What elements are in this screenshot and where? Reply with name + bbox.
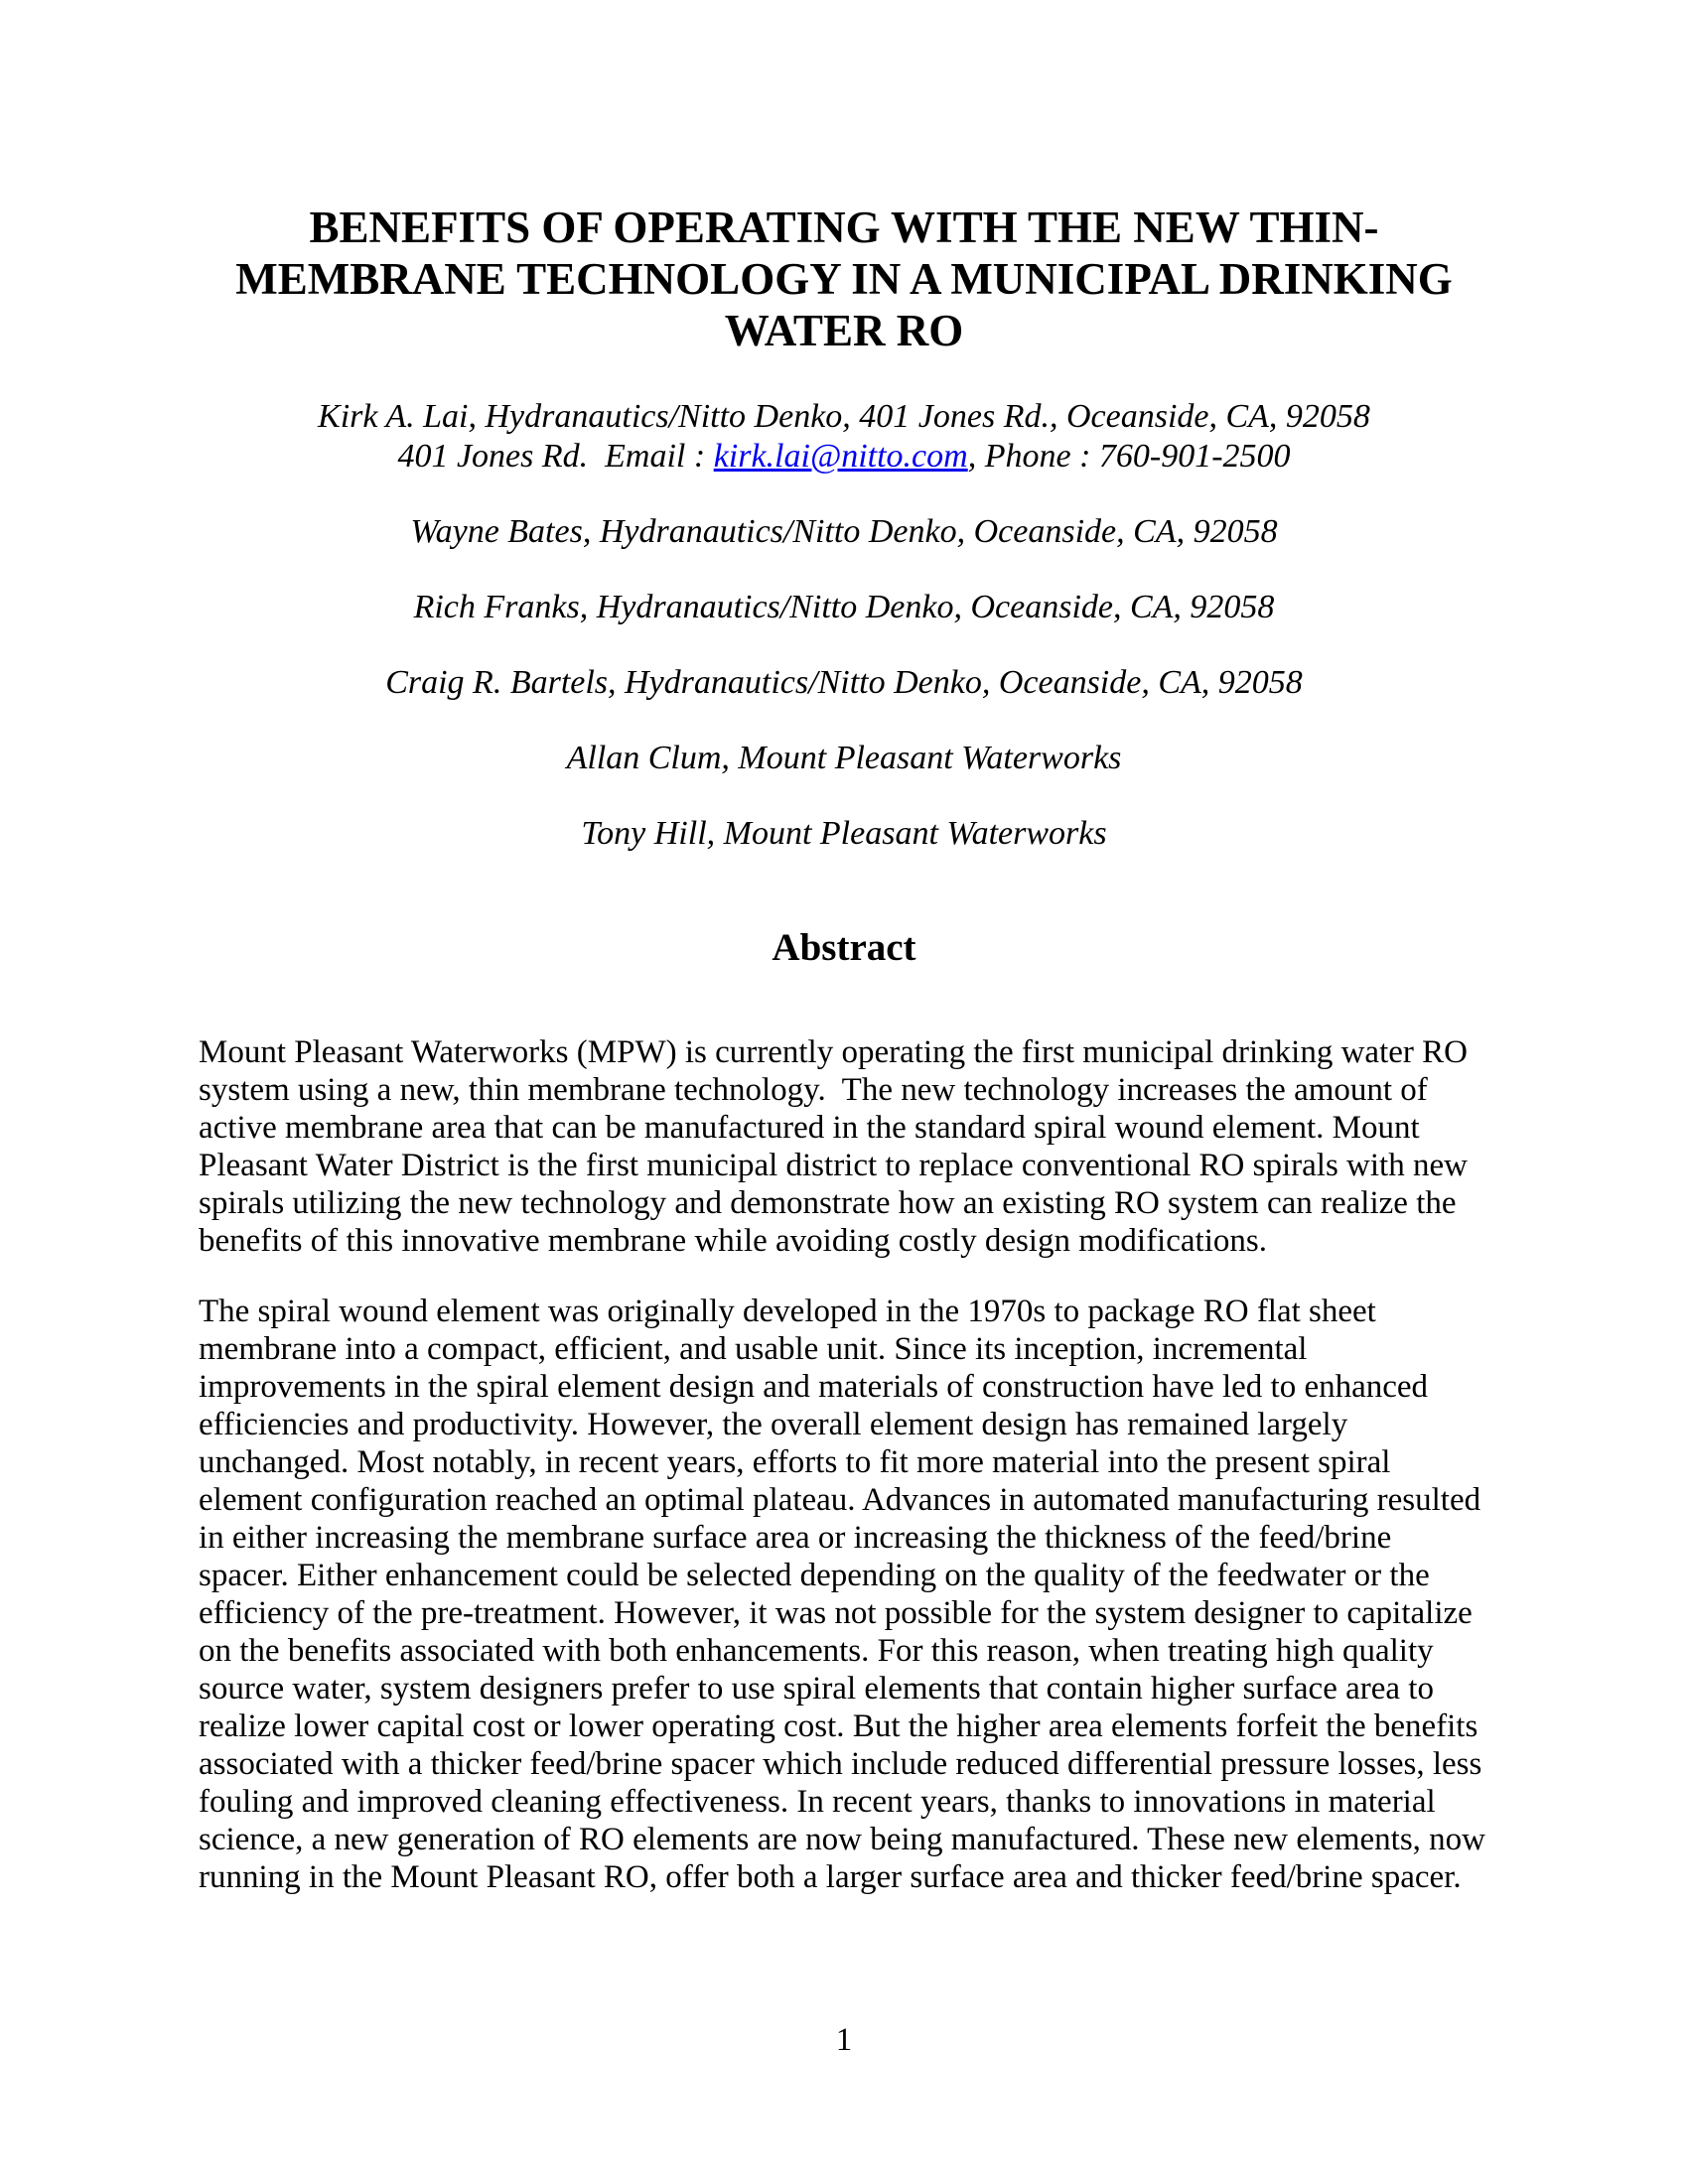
author-contact-line	[199, 437, 1489, 477]
abstract-paragraph-2: The spiral wound element was originally developed in the 1970s to package RO flat sheet membrane into a compact, efficient, and usable unit. Since its inception, incremental improvements in the spiral element design and materials of construction have led to enhanced efficiencies and productivity. However, the overall element design has remained largely unchanged. Most notably, in recent years, efforts to fit more material into the present spiral element configuration reached an optimal plateau. Advances in automated manufacturing resulted in either increasing the membrane surface area or increasing the thickness of the feed/brine spacer. Either enhancement could be selected depending on the quality of the feedwater or the efficiency of the pre-treatment. However, it was not possible for the system designer to capitalize on the benefits associated with both enhancements. For this reason, when treating high quality source water, system designers prefer to use spiral elements that contain higher surface area to realize lower capital cost or lower operating cost. But the higher area elements forfeit the benefits associated with a thicker feed/brine spacer which include reduced differential pressure losses, less fouling and improved cleaning effectiveness. In recent years, thanks to innovations in material science, a new generation of RO elements are now being manufactured. These new elements, now running in the Mount Pleasant RO, offer both a larger surface area and thicker feed/brine spacer.	[199, 1294, 1494, 1895]
author-line-wayne-bates: Wayne Bates, Hydranautics/Nitto Denko, Oceanside, CA, 92058	[410, 513, 1278, 550]
author-line-rich-franks: Rich Franks, Hydranautics/Nitto Denko, Oceanside, CA, 92058	[413, 589, 1275, 625]
author-line-primary: Kirk A. Lai, Hydranautics/Nitto Denko, 401 Jones Rd., Oceanside, CA, 92058	[318, 398, 1370, 435]
email-link[interactable]: kirk.lai@nitto.com	[713, 438, 968, 475]
author-entry-primary	[199, 397, 1489, 477]
page-title: BENEFITS OF OPERATING WITH THE NEW THIN-MEMBRANE TECHNOLOGY IN A MUNICIPAL DRINKING WATER RO	[235, 203, 1453, 355]
author-line-allan-clum: Allan Clum, Mount Pleasant Waterworks	[566, 740, 1122, 776]
contact-suffix-text: , Phone : 760-901-2500	[967, 438, 1291, 475]
author-line-craig-bartels: Craig R. Bartels, Hydranautics/Nitto Denko, Oceanside, CA, 92058	[385, 664, 1303, 701]
abstract-paragraph-1: Mount Pleasant Waterworks (MPW) is currently operating the first municipal drinking water RO system using a new, thin membrane technology. The new technology increases the amount of active membrane area that can be manufactured in the standard spiral wound element. Mount Pleasant Water District is the first municipal district to replace conventional RO spirals with new spirals utilizing the new technology and demonstrate how an existing RO system can realize the benefits of this innovative membrane while avoiding costly design modifications.	[199, 1034, 1477, 1259]
page-number: 1	[835, 2022, 853, 2058]
abstract-heading: Abstract	[772, 926, 916, 969]
author-line-tony-hill: Tony Hill, Mount Pleasant Waterworks	[581, 815, 1107, 852]
contact-prefix-text: 401 Jones Rd. Email :	[397, 438, 714, 475]
author-block	[199, 397, 1489, 854]
